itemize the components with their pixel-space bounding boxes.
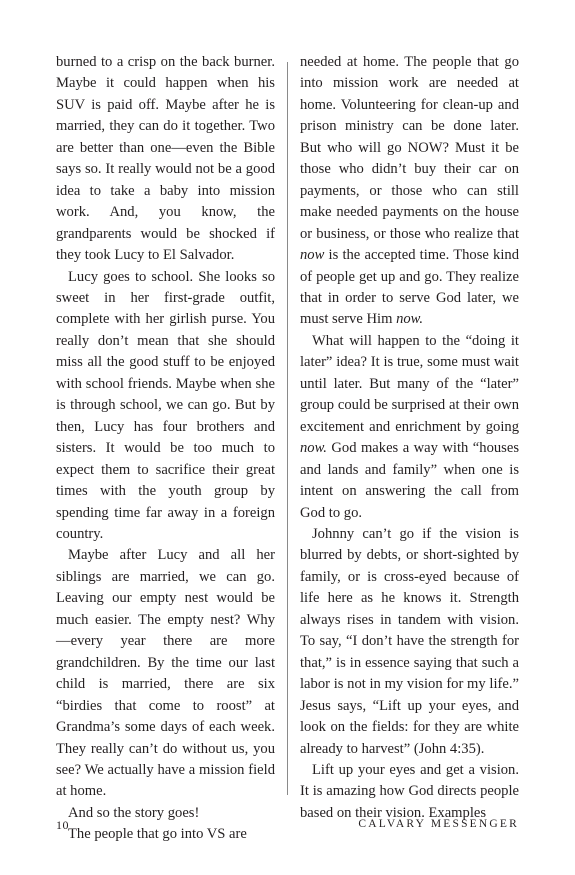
paragraph-4: And so the story goes! — [68, 804, 200, 821]
paragraph-2 — [300, 331, 519, 524]
text-run: What will happen to the “doing it later” idea? It is true, some must wait until later. But many of the “later” group could be surprised at their own excitement and enrichment by going — [300, 332, 519, 435]
column-divider — [287, 62, 288, 795]
paragraph-1 — [300, 52, 519, 331]
paragraph-2: Lucy goes to school. She looks so sweet in her first-grade outfit, complete with her girlish purse. You really don’t mean that she should miss all the good stuff to be enjoyed with school friends. Maybe when she is through school, we can go. But by then, Lucy has four brothers and sisters. It would be too much to expect them to sacrifice their great times with the youth group by spending time far away in a foreign country. — [56, 268, 275, 542]
right-column — [300, 52, 519, 824]
page-number: 10 — [56, 818, 69, 832]
publication-title: CALVARY MESSENGER — [358, 818, 519, 830]
text-run: God makes a way with “houses and lands and family” when one is intent on answering the call from God to go. — [300, 440, 519, 521]
paragraph-3: Maybe after Lucy and all her siblings are married, we can go. Leaving our empty nest would be much easier. The empty nest? Why—every year there are more grandchildren. By the time our last child is married, there are six “birdies that come to roost” at Grandma’s some days of each week. They really can’t do without us, you see? We actually have a mission field at home. — [56, 547, 275, 800]
left-column — [56, 52, 275, 846]
emphasis-now: now. — [300, 440, 327, 457]
paragraph-5: The people that go into VS are — [68, 826, 247, 843]
emphasis-now: now — [300, 247, 325, 264]
paragraph-1: burned to a crisp on the back burner. Maybe it could happen when his SUV is paid off. Maybe after he is married, they can do it together. Two are better than one—even the Bible says so. It really would not be a good idea to take a baby into mission work. And, you know, the grandparents would be shocked if they took Lucy to El Salvador. — [56, 54, 275, 264]
paragraph-4: Lift up your eyes and get a vision. It is amazing how God directs people based on their vision. Examples — [300, 761, 519, 821]
emphasis-now: now. — [396, 311, 423, 328]
text-run: needed at home. The people that go into mission work are needed at home. Volunteering for clean-up and prison ministry can be done later. But who will go NOW? Must it be those who didn’t buy their car on payments, or those who can still make needed payments on the house or business, or those who realize that — [300, 54, 519, 242]
text-run: is the accepted time. Those kind of people get up and go. They realize that in order to serve God later, we must serve Him — [300, 247, 519, 328]
paragraph-3: Johnny can’t go if the vision is blurred by debts, or short-sighted by family, or is cross-eyed because of life here as he knows it. Strength always rises in tandem with vision. To say, “I don’t have the strength for that,” is in essence saying that such a labor is not in my vision for my life.” Jesus says, “Lift up your eyes, and look on the fields: for they are white already to harvest” (John 4:35). — [300, 525, 519, 757]
